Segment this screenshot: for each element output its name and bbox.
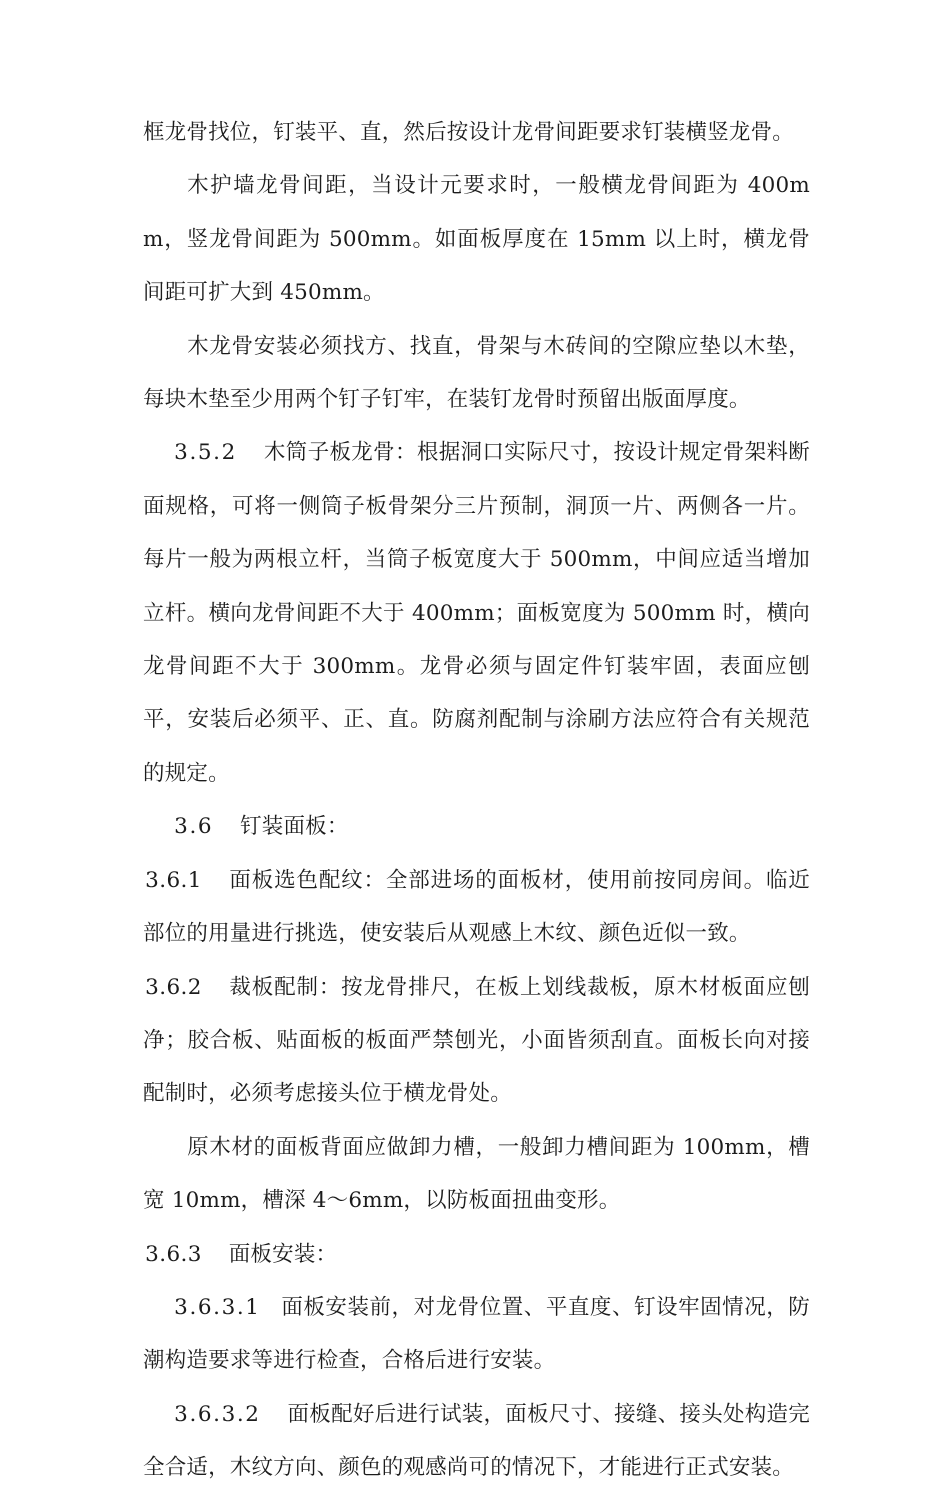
clause-text-3-6: 钉装面板：	[240, 814, 349, 840]
clause-text-3-6-2: 裁板配制：按龙骨排尺，在板上划线裁板，原木材板面应刨净；胶合板、贴面板的板面严禁刨光，小面皆须刮直。面板长向对接配制时，必须考虑接头位于横龙骨处。	[143, 974, 810, 1107]
clause-text-3-6-3: 面板安装：	[228, 1241, 338, 1267]
clause-3-5-2	[143, 426, 810, 800]
clause-text-3-6-3-1: 面板安装前，对龙骨位置、平直度、钉设牢固情况，防潮构造要求等进行检查，合格后进行安装。	[143, 1294, 810, 1374]
clause-number-3-6-3: 3.6.3	[145, 1241, 202, 1267]
clause-number-3-6-2: 3.6.2	[145, 974, 202, 1000]
clause-number-3-6-1: 3.6.1	[145, 867, 202, 893]
clause-number-3-5-2: 3.5.2	[174, 440, 237, 466]
clause-3-6-1	[143, 854, 810, 961]
clause-text-3-6-3-2: 面板配好后进行试装，面板尺寸、接缝、接头处构造完全合适，木纹方向、颜色的观感尚可的情况下，才能进行正式安装。	[143, 1401, 810, 1481]
paragraph-wall-stud-spacing: 木护墙龙骨间距，当设计元要求时，一般横龙骨间距为 400mm，竖龙骨间距为 500mm。如面板厚度在 15mm 以上时，横龙骨间距可扩大到 450mm。	[143, 173, 810, 306]
clause-text-3-6-1: 面板选色配纹：全部进场的面板材，使用前按同房间。临近部位的用量进行挑选，使安装后从观感上木纹、颜色近似一致。	[143, 867, 810, 947]
clause-text-3-5-2: 木筒子板龙骨：根据洞口实际尺寸，按设计规定骨架料断面规格，可将一侧筒子板骨架分三片预制，洞顶一片、两侧各一片。每片一般为两根立杆，当筒子板宽度大于 500mm，中间应适当增加立杆。横向龙骨间距不大于 400mm；面板宽度为 500mm 时，横向龙骨间距不大于 300mm。龙骨必须与固定件钉装牢固，表面应刨平，安装后必须平、正、直。防腐剂配制与涂刷方法应符合有关规范的规定。	[143, 440, 810, 786]
clause-heading-3-6-3	[143, 1228, 810, 1281]
paragraph-continuation: 框龙骨找位，钉装平、直，然后按设计龙骨间距要求钉装横竖龙骨。	[143, 120, 795, 145]
clause-3-6-3-1	[143, 1281, 810, 1388]
clause-number-3-6-3-2: 3.6.3.2	[174, 1401, 261, 1427]
document-text-body	[143, 106, 810, 1495]
clause-3-6-2	[143, 961, 810, 1121]
clause-number-3-6-3-1: 3.6.3.1	[174, 1294, 261, 1320]
clause-heading-3-6	[143, 800, 810, 853]
paragraph-stud-installation: 木龙骨安装必须找方、找直，骨架与木砖间的空隙应垫以木垫，每块木垫至少用两个钉子钉牢，在装钉龙骨时预留出版面厚度。	[143, 333, 810, 413]
clause-3-6-3-2	[143, 1388, 810, 1495]
clause-number-3-6: 3.6	[174, 814, 214, 840]
paragraph-relief-groove: 原木材的面板背面应做卸力槽，一般卸力槽间距为 100mm，槽宽 10mm，槽深 4～6mm，以防板面扭曲变形。	[143, 1134, 810, 1214]
